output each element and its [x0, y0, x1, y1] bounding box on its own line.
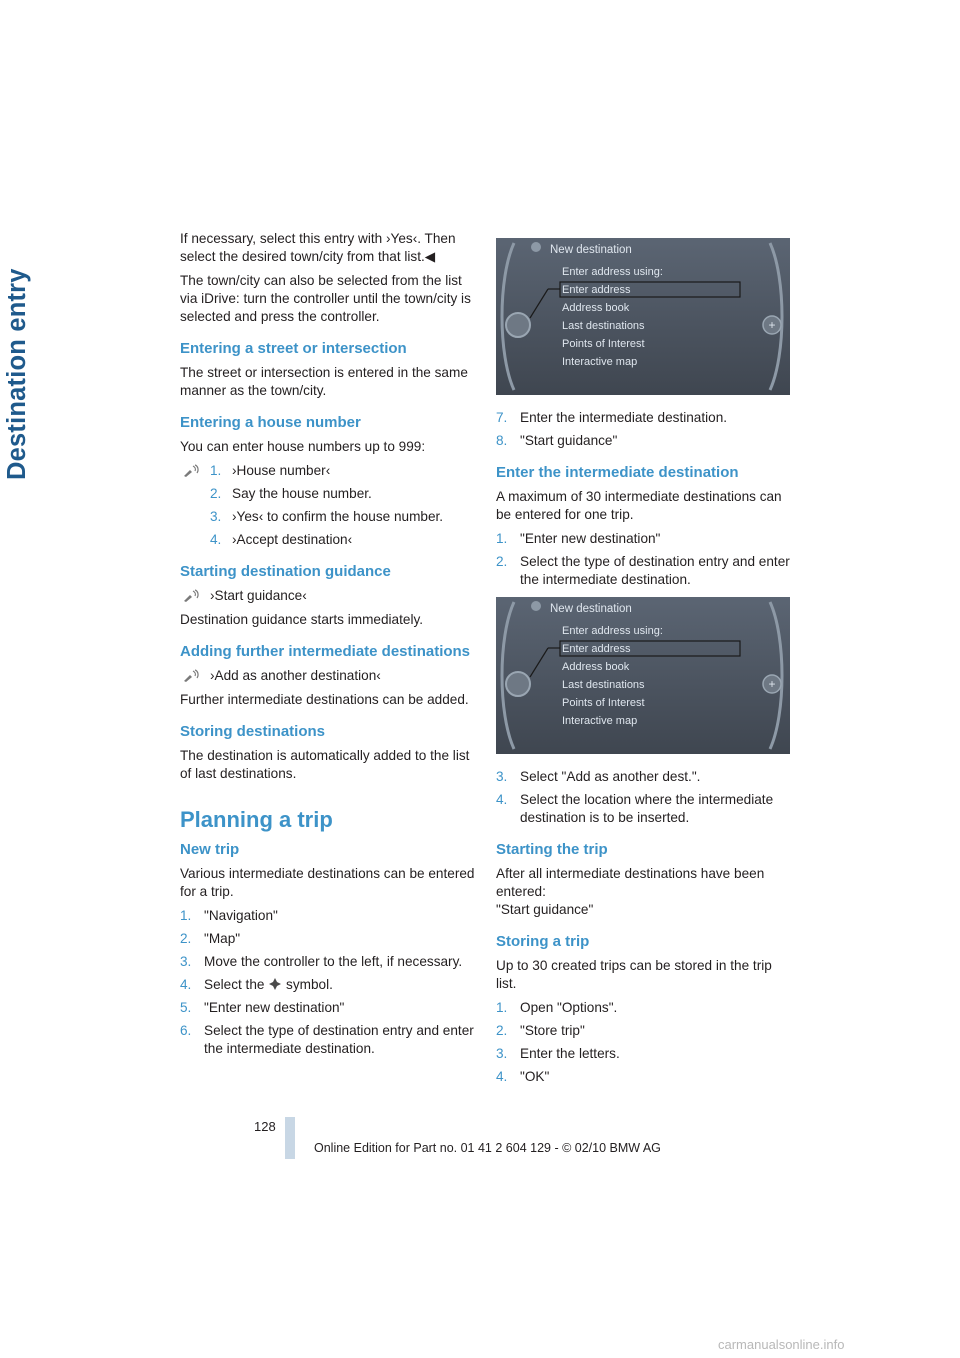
idrive-screenshot-2 [496, 597, 790, 754]
enter-heading: Enter the intermediate destination [496, 464, 739, 481]
intro-paragraph-2: The town/city can also be selected from the list via iDrive: turn the controller until the town/city is selected and press the controller. [180, 273, 471, 324]
list-item: 1. Open "Options". [496, 1000, 618, 1015]
footer-bar [285, 1117, 295, 1159]
street-text: The street or intersection is entered in the same manner as the town/city. [180, 365, 468, 398]
further-voice-command: ›Add as another destination‹ [180, 667, 475, 685]
guidance-heading: Starting destination guidance [180, 563, 391, 580]
list-item: 3. Select "Add as another dest.". [496, 769, 701, 784]
storing-heading: Storing destinations [180, 723, 326, 740]
screen-item: Interactive map [562, 356, 638, 368]
list-item: 5. "Enter new destination" [180, 1000, 345, 1015]
screen-item: Enter address using: [562, 266, 663, 278]
screen-item: Interactive map [562, 715, 638, 727]
intro-paragraph-1: If necessary, select this entry with ›Yes‹. Then select the desired town/city from that list.◀ [180, 231, 456, 264]
startingtrip-text: After all intermediate destinations have been entered: [496, 866, 765, 899]
list-item: 2. "Store trip" [496, 1023, 585, 1038]
startingtrip-heading: Starting the trip [496, 841, 608, 858]
screen-item: Enter address [562, 284, 631, 296]
destination-symbol-icon [268, 977, 282, 991]
list-item: 2. "Map" [180, 931, 241, 946]
svg-text:+: + [768, 318, 776, 332]
screen-item: Last destinations [562, 320, 645, 332]
screen-item: Last destinations [562, 679, 645, 691]
screen-title: New destination [550, 244, 632, 256]
list-item: 1. "Navigation" [180, 908, 278, 923]
list-item: 1. ›House number‹ [210, 463, 331, 478]
house-voice-commands [180, 462, 475, 549]
screen-item: Enter address [562, 643, 631, 655]
screen-title: New destination [550, 603, 632, 615]
list-item: 4. ›Accept destination‹ [210, 532, 353, 547]
page-number: 128 [254, 1119, 276, 1134]
further-heading: Adding further intermediate destinations [180, 643, 471, 660]
screen-item: Points of Interest [562, 338, 645, 350]
storing-text: The destination is automatically added to the list of last destinations. [180, 748, 470, 781]
list-item: 1. "Enter new destination" [496, 531, 661, 546]
startingtrip-command: "Start guidance" [496, 902, 594, 917]
edition-text: Online Edition for Part no. 01 41 2 604 129 - © 02/10 BMW AG [314, 1141, 661, 1155]
list-item: 4. Select the symbol. [180, 977, 333, 992]
house-heading: Entering a house number [180, 414, 361, 431]
list-item: 4. "OK" [496, 1069, 550, 1084]
watermark[interactable]: carmanualsonline.info [718, 1337, 845, 1352]
screen-item: Enter address using: [562, 625, 663, 637]
newtrip-text: Various intermediate destinations can be entered for a trip. [180, 866, 475, 899]
list-item: 7. Enter the intermediate destination. [496, 410, 728, 425]
list-item: 2. Select the type of destination entry and enter the intermediate destination. [496, 554, 790, 587]
left-column [180, 230, 475, 1063]
storingtrip-heading: Storing a trip [496, 933, 590, 950]
list-item: 3. ›Yes‹ to confirm the house number. [210, 509, 444, 524]
screen-item: Points of Interest [562, 697, 645, 709]
idrive-screenshot-1 [496, 238, 790, 395]
screen-item: Address book [562, 661, 630, 673]
list-item: 3. Move the controller to the left, if necessary. [180, 954, 463, 969]
list-item: 4. Select the location where the intermediate destination is to be inserted. [496, 792, 774, 825]
voice-command-icon [182, 669, 200, 683]
voice-command-icon [182, 464, 200, 478]
newtrip-heading: New trip [180, 841, 240, 858]
further-text: Further intermediate destinations can be added. [180, 692, 469, 707]
chapter-title: Destination entry [3, 268, 31, 480]
list-item: 3. Enter the letters. [496, 1046, 620, 1061]
right-column [496, 230, 791, 1091]
list-item: 6. Select the type of destination entry and enter the intermediate destination. [180, 1023, 474, 1056]
list-item: 8. "Start guidance" [496, 433, 618, 448]
enter-text: A maximum of 30 intermediate destinations can be entered for one trip. [496, 489, 782, 522]
svg-text:+: + [768, 677, 776, 691]
planning-heading: Planning a trip [180, 807, 333, 832]
street-heading: Entering a street or intersection [180, 340, 407, 357]
storingtrip-text: Up to 30 created trips can be stored in the trip list. [496, 958, 772, 991]
guidance-text: Destination guidance starts immediately. [180, 612, 424, 627]
voice-command-icon [182, 589, 200, 603]
guidance-voice-command: ›Start guidance‹ [180, 587, 475, 605]
screen-item: Address book [562, 302, 630, 314]
list-item: 2. Say the house number. [210, 486, 372, 501]
house-text: You can enter house numbers up to 999: [180, 439, 426, 454]
